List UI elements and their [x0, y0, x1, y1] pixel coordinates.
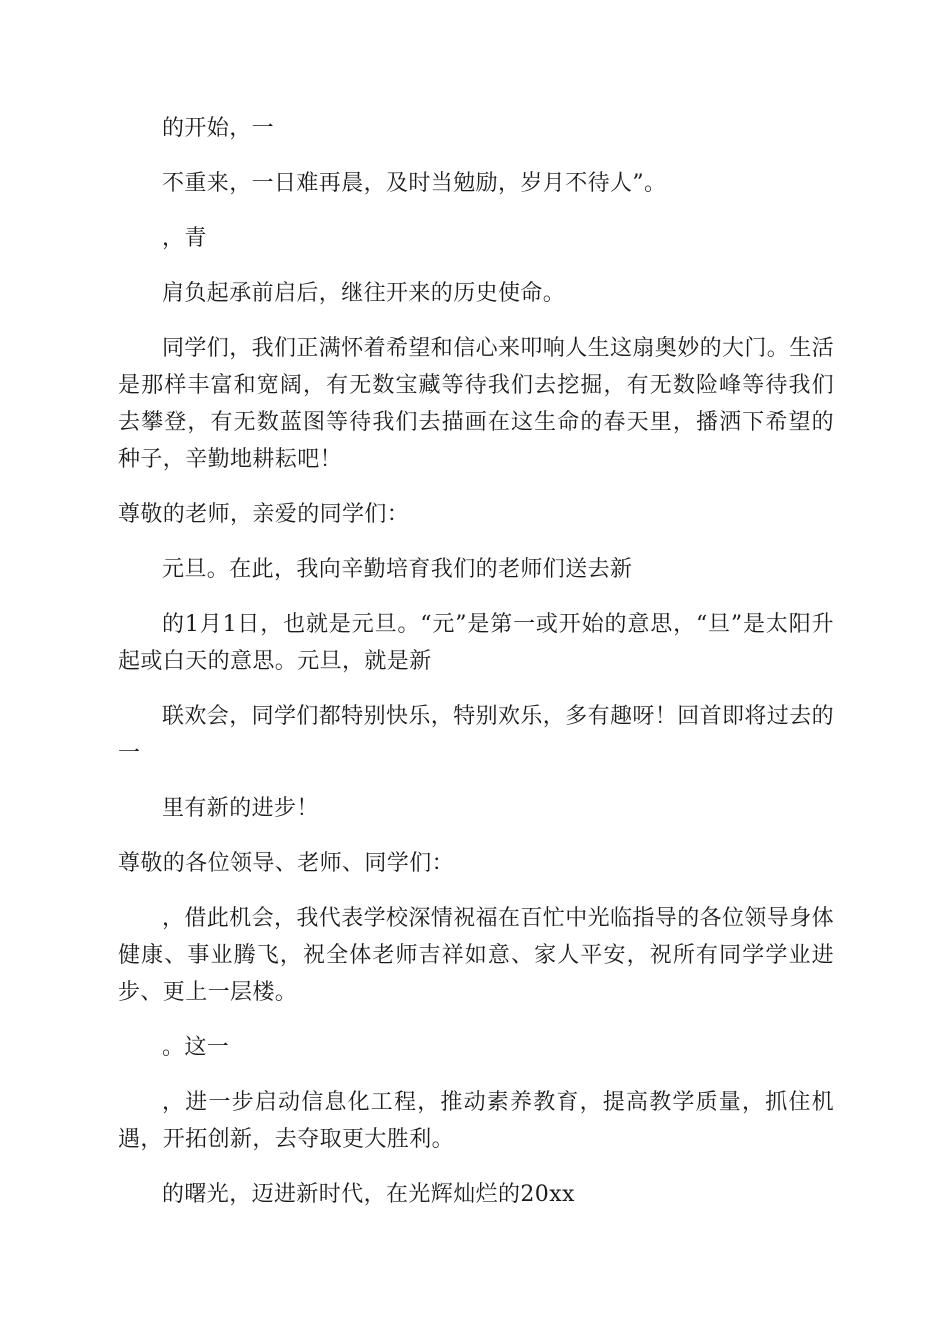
paragraph: 不重来，一日难再晨，及时当勉励，岁月不待人”。 — [162, 171, 667, 196]
salutation: 尊敬的老师，亲爱的同学们： — [118, 502, 410, 527]
paragraph: 联欢会，同学们都特别快乐，特别欢乐，多有趣呀！回首即将过去的一 — [118, 704, 835, 766]
paragraph: 的开始，一 — [162, 116, 275, 141]
salutation: 尊敬的各位领导、老师、同学们： — [118, 851, 455, 876]
paragraph: 同学们，我们正满怀着希望和信心来叩响人生这扇奥妙的大门。生活是那样丰富和宽阔，有无数宝藏等待我们去挖掘，有无数险峰等待我们去攀登，有无数蓝图等待我们去描画在这生命的春天里，播洒下希望的种子，辛勤地耕耘吧！ — [118, 336, 835, 472]
paragraph: ，借此机会，我代表学校深情祝福在百忙中光临指导的各位领导身体健康、事业腾飞，祝全体老师吉祥如意、家人平安，祝所有同学学业进步、更上一层楼。 — [118, 906, 835, 1005]
paragraph: 里有新的进步！ — [162, 796, 319, 821]
document-body — [118, 110, 834, 1213]
paragraph: 肩负起承前启后，继往开来的历史使命。 — [162, 281, 566, 306]
paragraph: 的1月1日，也就是元旦。“元”是第一或开始的意思，“旦”是太阳升起或白天的意思。元旦，就是新 — [118, 612, 834, 674]
paragraph: 的曙光，迈进新时代，在光辉灿烂的20xx — [162, 1182, 575, 1207]
paragraph: ，青 — [162, 226, 207, 251]
paragraph: 元旦。在此，我向辛勤培育我们的老师们送去新 — [162, 557, 633, 582]
paragraph: 。这一 — [162, 1035, 230, 1060]
paragraph: ，进一步启动信息化工程，推动素养教育，提高教学质量，抓住机遇，开拓创新，去夺取更大胜利。 — [118, 1090, 834, 1152]
